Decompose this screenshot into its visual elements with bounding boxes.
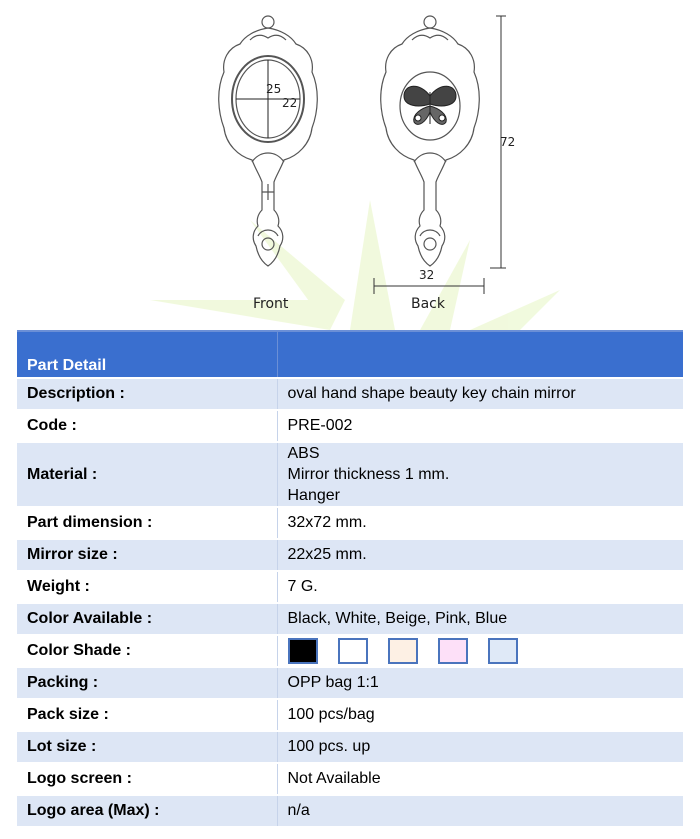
lot-size-value: 100 pcs. up <box>277 731 683 763</box>
front-view <box>219 16 318 266</box>
row-mirror-size <box>17 539 683 571</box>
row-material <box>17 442 683 507</box>
material-line: ABS <box>287 445 320 462</box>
product-drawing <box>0 0 700 330</box>
description-label: Description : <box>17 378 277 410</box>
row-color-shade <box>17 635 683 667</box>
material-line: Mirror thickness 1 mm. <box>287 466 450 483</box>
row-logo-screen <box>17 763 683 795</box>
lot-size-label: Lot size : <box>17 731 277 763</box>
row-lot-size <box>17 731 683 763</box>
part-dimension-label: Part dimension : <box>17 507 277 539</box>
back-view <box>381 16 480 266</box>
code-value: PRE-002 <box>277 410 683 442</box>
row-color-available <box>17 603 683 635</box>
back-label: Back <box>411 296 445 312</box>
part-detail-header: Part Detail <box>17 331 277 378</box>
logo-screen-value: Not Available <box>277 763 683 795</box>
watermark-rays <box>150 200 560 330</box>
dim-total-width: 32 <box>419 268 435 282</box>
color-shade-swatches <box>277 635 683 667</box>
weight-label: Weight : <box>17 571 277 603</box>
part-detail-table <box>17 330 683 828</box>
logo-area-label: Logo area (Max) : <box>17 795 277 827</box>
packing-value: OPP bag 1:1 <box>277 667 683 699</box>
row-packing <box>17 667 683 699</box>
mirror-drawing-svg <box>0 0 700 330</box>
row-pack-size <box>17 699 683 731</box>
logo-screen-label: Logo screen : <box>17 763 277 795</box>
butterfly-motif <box>404 86 456 124</box>
color-available-label: Color Available : <box>17 603 277 635</box>
header-empty-cell <box>277 331 683 378</box>
table-header-row <box>17 331 683 378</box>
material-value <box>277 442 683 507</box>
material-line: Hanger <box>287 487 340 504</box>
mirror-size-value: 22x25 mm. <box>277 539 683 571</box>
packing-label: Packing : <box>17 667 277 699</box>
front-label: Front <box>253 296 289 312</box>
swatch-beige <box>388 638 418 664</box>
row-weight <box>17 571 683 603</box>
swatch-white <box>338 638 368 664</box>
dim-mirror-height: 25 <box>266 82 282 96</box>
code-label: Code : <box>17 410 277 442</box>
row-code <box>17 410 683 442</box>
color-available-value: Black, White, Beige, Pink, Blue <box>277 603 683 635</box>
swatch-pink <box>438 638 468 664</box>
part-dimension-value: 32x72 mm. <box>277 507 683 539</box>
mirror-size-label: Mirror size : <box>17 539 277 571</box>
description-value: oval hand shape beauty key chain mirror <box>277 378 683 410</box>
color-shade-label: Color Shade : <box>17 635 277 667</box>
logo-area-value: n/a <box>277 795 683 827</box>
weight-value: 7 G. <box>277 571 683 603</box>
pack-size-value: 100 pcs/bag <box>277 699 683 731</box>
dim-mirror-width: 22 <box>282 96 298 110</box>
dim-total-height: 72 <box>500 135 516 149</box>
row-description <box>17 378 683 410</box>
swatch-black <box>288 638 318 664</box>
material-label: Material : <box>17 442 277 507</box>
row-part-dimension <box>17 507 683 539</box>
pack-size-label: Pack size : <box>17 699 277 731</box>
row-logo-area <box>17 795 683 827</box>
swatch-blue <box>488 638 518 664</box>
